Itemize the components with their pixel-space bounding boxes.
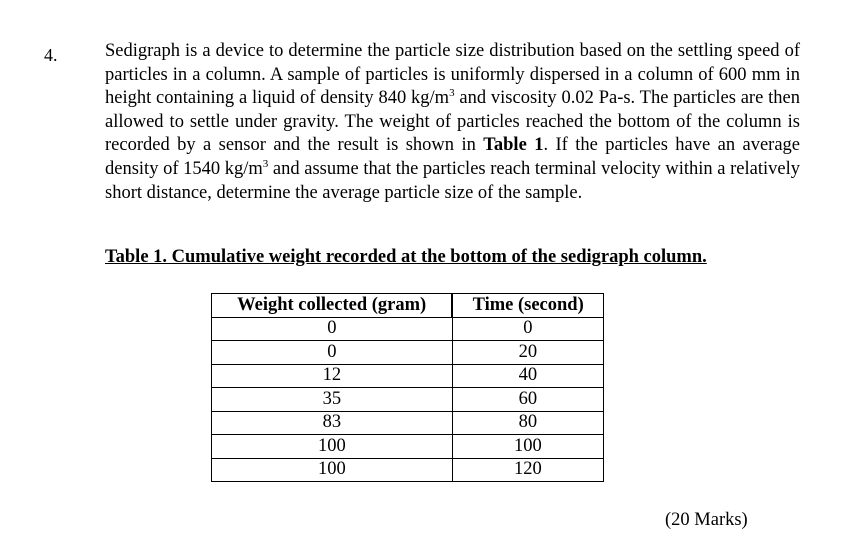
cell-weight: 83: [212, 411, 453, 435]
question-text-part-4: and assume that the particles reach terminal velocity within a relatively short distance, determine the average particle size of the sample.: [105, 158, 800, 203]
table-caption: Table 1. Cumulative weight recorded at the bottom of the sedigraph column.: [105, 247, 707, 267]
superscript-cubed-1: 3: [449, 87, 455, 100]
table-row: [212, 435, 604, 459]
table-row: [212, 458, 604, 482]
header-time: Time (second): [452, 294, 603, 318]
table-header-row: [212, 294, 604, 318]
data-table: [211, 293, 604, 482]
question-text-part-3: . If the particles have an average density of 1540 kg/m: [105, 135, 801, 179]
question-text-part-2: and viscosity 0.02 Pa-s. The particles are then allowed to settle under gravity. The weight of particles reached the bottom of the column is recorded by a sensor and the result is shown in: [105, 88, 800, 156]
cell-time: 100: [452, 435, 603, 459]
cell-weight: 100: [212, 458, 453, 482]
table-reference: Table 1: [483, 135, 544, 156]
question-text: [105, 40, 800, 205]
question-number: 4.: [44, 45, 58, 65]
cell-time: 60: [452, 388, 603, 412]
superscript-cubed-2: 3: [262, 157, 269, 170]
cell-weight: 0: [212, 317, 453, 341]
table-row: [212, 388, 604, 412]
header-weight: Weight collected (gram): [212, 294, 453, 318]
marks-label: (20 Marks): [665, 510, 748, 530]
cell-time: 0: [452, 317, 603, 341]
question-text-part-1: Sedigraph is a device to determine the particle size distribution based on the settling speed of particles in a column. A sample of particles is uniformly dispersed in a column of 600 mm in height containing a liquid of density 840 kg/m: [105, 41, 800, 109]
cell-time: 20: [452, 341, 603, 365]
cell-time: 40: [452, 364, 603, 388]
table-row: [212, 317, 604, 341]
table-row: [212, 411, 604, 435]
cell-weight: 35: [212, 388, 453, 412]
cell-weight: 12: [212, 364, 453, 388]
cell-weight: 0: [212, 341, 453, 365]
table-row: [212, 341, 604, 365]
cell-weight: 100: [212, 435, 453, 459]
cell-time: 120: [452, 458, 603, 482]
cell-time: 80: [452, 411, 603, 435]
table-row: [212, 364, 604, 388]
